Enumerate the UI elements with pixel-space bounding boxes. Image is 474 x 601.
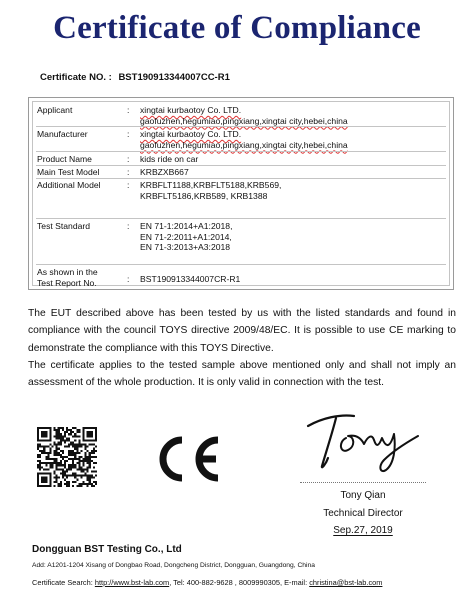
divider [36, 165, 446, 166]
applicant-label: Applicant [37, 105, 73, 115]
validity-statement: The certificate applies to the tested sample above mentioned only and shall not imply an assessment of the whole production. It is only valid in connection with the test. [28, 360, 456, 389]
manufacturer-label: Manufacturer [37, 129, 88, 139]
certificate-number-label: Certificate NO. : [40, 72, 112, 83]
test-standard-line1: EN 71-1:2014+A1:2018, [140, 221, 233, 231]
compliance-statement: The EUT described above has been tested by us with the listed standards and found in compliance with the council TOYS directive 2009/48/EC. It is possible to use CE marking to demonstrate the compliance with this TOYS Directive. [28, 308, 456, 354]
signature-line [300, 482, 426, 483]
additional-model-line1: KRBFLT1188,KRBFLT5188,KRB569, [140, 180, 282, 190]
product-name-value: kids ride on car [140, 154, 199, 164]
product-name-label: Product Name [37, 154, 92, 164]
additional-model-line2: KRBFLT5186,KRB589, KRB1388 [140, 190, 268, 201]
manufacturer-value [140, 129, 460, 150]
manufacturer-name: xingtai kurbaotoy Co. LTD. [140, 129, 242, 139]
colon: : [127, 221, 130, 231]
additional-model-value [140, 180, 460, 201]
colon: : [127, 274, 130, 284]
main-test-model-label: Main Test Model [37, 167, 100, 177]
colon: : [127, 129, 130, 139]
handwritten-signature [302, 404, 424, 474]
email-link[interactable]: christina@bst-lab.com [309, 578, 383, 587]
divider [36, 178, 446, 179]
signatory-name: Tony Qian [340, 490, 386, 501]
applicant-address: gaofuzhen,hegumiao,pingxiang,xingtai city,hebei,china [140, 115, 348, 126]
certificate-details-box [28, 97, 454, 290]
applicant-value [140, 105, 460, 126]
ce-mark-icon [152, 436, 224, 482]
divider [36, 126, 446, 127]
main-test-model-value: KRBZXB667 [140, 167, 189, 177]
issuer-address: Add: A1201-1204 Xisang of Dongbao Road, Dongcheng District, Dongguan, Guangdong, China [32, 562, 315, 569]
test-report-number: BST190913344007CR-R1 [140, 274, 241, 284]
manufacturer-address: gaofuzhen,hegumiao,pingxiang,xingtai city,hebei,china [140, 139, 348, 150]
test-standard-line2: EN 71-2:2011+A1:2014, [140, 231, 232, 242]
test-report-label-line2: Test Report No. [37, 277, 97, 288]
signatory-title: Technical Director [323, 508, 403, 519]
applicant-name: xingtai kurbaotoy Co. LTD. [140, 105, 242, 115]
test-standard-line3: EN 71-3:2013+A3:2018 [140, 242, 231, 252]
contact-tel: , Tel: 400-882-9628 , 8009990305, E-mail: [169, 578, 308, 587]
divider [36, 264, 446, 265]
certificate-number-line [40, 72, 230, 83]
qr-code-icon [37, 427, 97, 487]
divider [36, 218, 446, 219]
certificate-number: BST190913344007CC-R1 [118, 72, 230, 83]
colon: : [127, 180, 130, 190]
colon: : [127, 154, 130, 164]
website-link[interactable]: http://www.bst-lab.com [94, 578, 170, 587]
certificate-title: Certificate of Compliance [53, 10, 421, 46]
test-standard-label: Test Standard [37, 221, 91, 231]
search-label: Certificate Search: [32, 578, 93, 587]
details-inner-frame [32, 101, 450, 286]
colon: : [127, 167, 130, 177]
certificate-search-line [32, 578, 382, 587]
test-report-label [37, 267, 123, 288]
divider [36, 151, 446, 152]
test-report-label-line1: As shown in the [37, 267, 98, 277]
issuer-company: Dongguan BST Testing Co., Ltd [32, 544, 182, 555]
issue-date: Sep.27, 2019 [333, 525, 393, 536]
colon: : [127, 105, 130, 115]
test-standard-value [140, 221, 460, 253]
additional-model-label: Additional Model [37, 180, 101, 190]
